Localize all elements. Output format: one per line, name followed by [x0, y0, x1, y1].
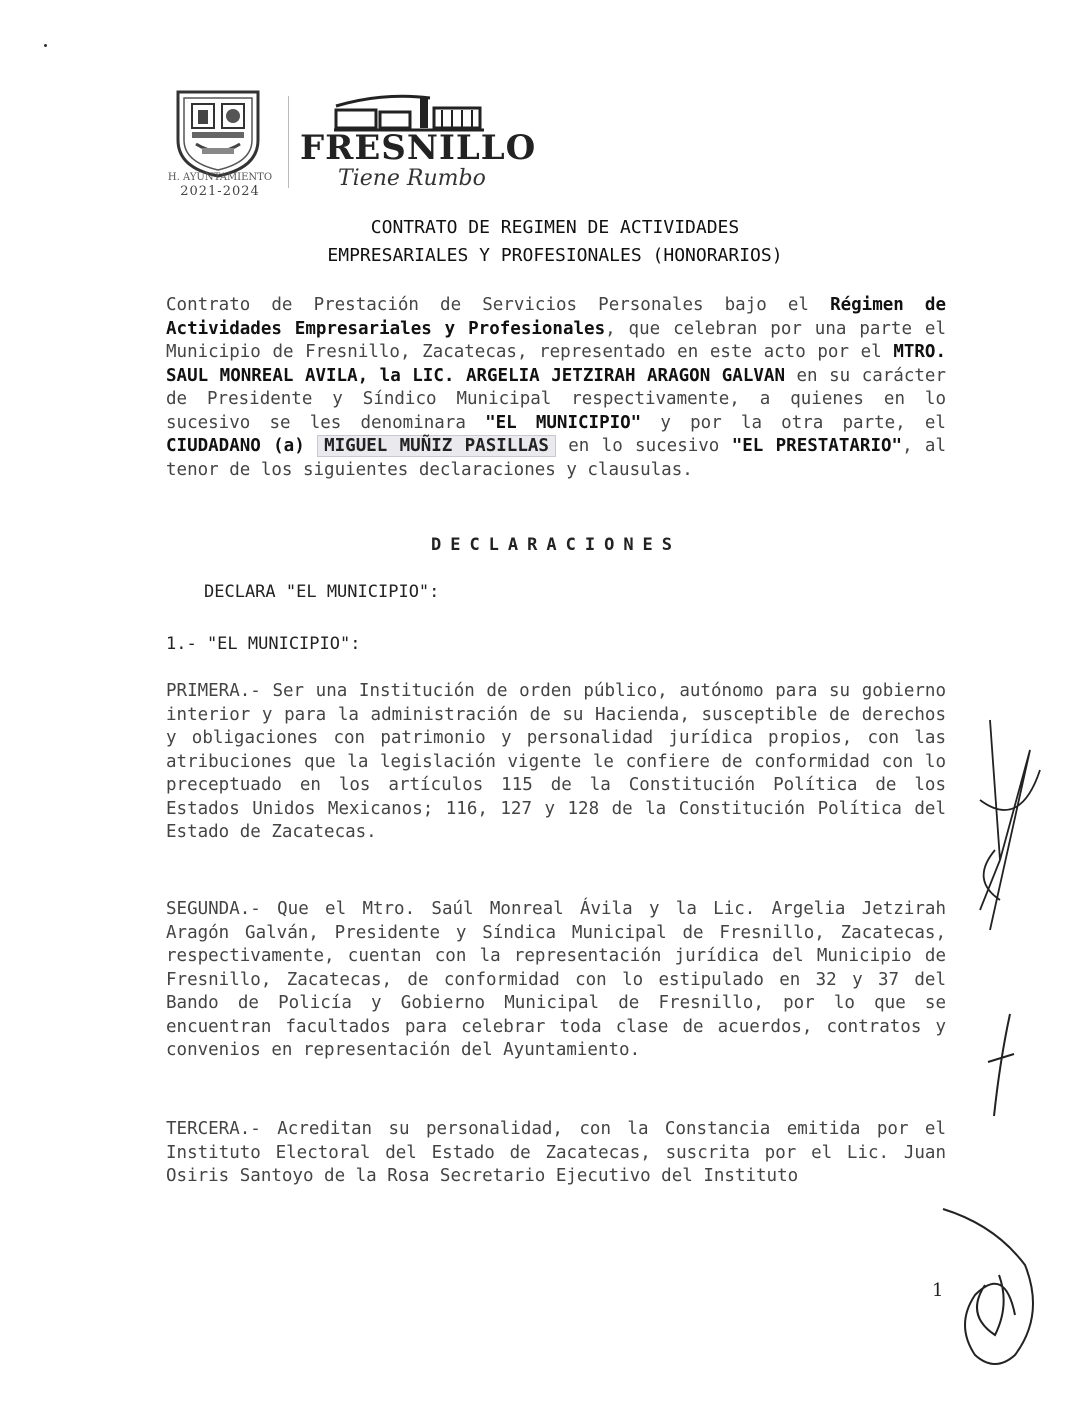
- intro-ciudadano: CIUDADANO (a): [166, 436, 305, 456]
- clause-segunda: SEGUNDA.- Que el Mtro. Saúl Monreal Ávila y la Lic. Argelia Jetzirah Aragón Galván, Presidente y Síndica Municipal de Fresnillo, Zacatecas, respectivamente, cuentan con la representación jurídica del Municipio de Fresnillo, Zacatecas, de conformidad con lo estipulado en 32 y 37 del Bando de Policía y Gobierno Municipal de Fresnillo, por lo que se encuentran facultados para celebrar toda clase de acuerdos, contratos y convenios en representación del Ayuntamiento.: [166, 899, 946, 1060]
- intro-representatives: MTRO. SAUL MONREAL AVILA, la LIC. ARGELIA JETZIRAH ARAGON GALVAN: [166, 342, 946, 386]
- signature-2-icon: [980, 1010, 1020, 1120]
- seal-years: 2021-2024: [180, 184, 260, 199]
- declara-municipio-heading: DECLARA "EL MUNICIPIO":: [204, 582, 440, 602]
- intro-text-5: en lo sucesivo: [555, 436, 732, 456]
- intro-text-6: , al tenor de los siguientes declaraciones y clausulas.: [166, 436, 946, 480]
- intro-text-1: Contrato de Prestación de Servicios Personales bajo el: [166, 295, 831, 315]
- contract-title: [160, 214, 950, 270]
- intro-paragraph: [166, 294, 946, 482]
- prestatario-name-field: MIGUEL MUÑIZ PASILLAS: [317, 435, 556, 457]
- clause-tercera: TERCERA.- Acreditan su personalidad, con la Constancia emitida por el Instituto Electoral del Estado de Zacatecas, suscrita por el Lic. Juan Osiris Santoyo de la Rosa Secretario Ejecutivo del Instituto: [166, 1119, 946, 1186]
- intro-el-prestatario: "EL PRESTATARIO": [731, 436, 903, 456]
- contract-title-line2: EMPRESARIALES Y PROFESIONALES (HONORARIOS): [327, 245, 783, 266]
- brand-name: FRESNILLO: [300, 128, 537, 168]
- intro-text-4: y por la otra parte, el: [641, 412, 946, 433]
- contract-title-line1: CONTRATO DE REGIMEN DE ACTIVIDADES: [370, 217, 740, 238]
- intro-regimen: Régimen de Actividades Empresariales y Profesionales: [166, 295, 946, 339]
- signature-1-icon: [960, 710, 1050, 960]
- logo-divider: [288, 96, 289, 188]
- page-number: 1: [932, 1280, 944, 1301]
- brand-tagline: Tiene Rumbo: [338, 166, 486, 191]
- intro-text-2: , que celebran por una parte el Municipio de Fresnillo, Zacatecas, representado en este acto por el: [166, 318, 946, 362]
- scan-speck: [44, 44, 47, 47]
- clause-primera: PRIMERA.- Ser una Institución de orden público, autónomo para su gobierno interior y para la administración de su Hacienda, susceptible de derechos y obligaciones con patrimonio y personalidad jurídica propios, con las atribuciones que la legislación vigente le confiere de conformidad con lo preceptuado en los artículos 115 de la Constitución Política de los Estados Unidos Mexicanos; 116, 127 y 128 de la Constitución Política del Estado de Zacatecas.: [166, 681, 946, 842]
- section-1-heading: 1.- "EL MUNICIPIO":: [166, 634, 361, 654]
- seal-caption: H. AYUNTAMIENTO: [167, 172, 273, 183]
- intro-el-municipio: "EL MUNICIPIO": [485, 412, 642, 433]
- fresnillo-skyline-icon: [334, 92, 484, 132]
- intro-text-3: en su carácter de Presidente y Síndico Municipal respectivamente, a quienes en lo sucesivo se les denominara: [166, 365, 946, 433]
- municipal-seal-icon: [172, 88, 264, 180]
- signature-3-icon: [935, 1205, 1045, 1375]
- declaraciones-heading: DECLARACIONES: [430, 535, 682, 555]
